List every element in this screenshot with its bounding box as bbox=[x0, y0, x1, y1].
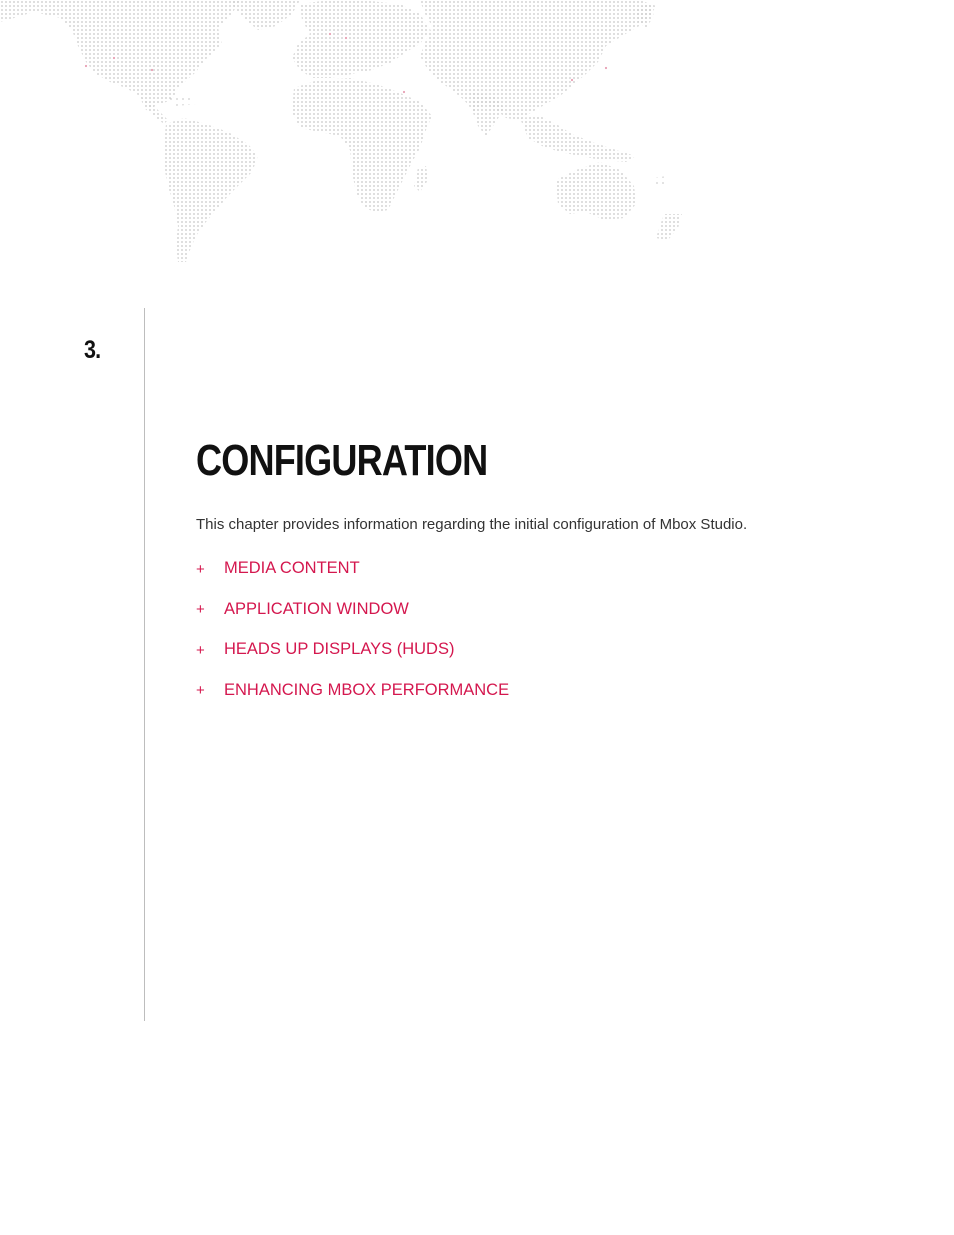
toc-item-heads-up-displays bbox=[196, 637, 509, 678]
map-madagascar bbox=[414, 166, 428, 192]
plus-bullet-icon: + bbox=[196, 601, 205, 619]
map-asia bbox=[420, 0, 656, 120]
map-africa bbox=[292, 78, 432, 212]
toc-item-application-window bbox=[196, 597, 509, 638]
toc-item-media-content bbox=[196, 556, 509, 597]
plus-bullet-icon: + bbox=[196, 641, 205, 659]
toc-link-heads-up-displays[interactable]: HEADS UP DISPLAYS (HUDS) bbox=[224, 640, 455, 658]
map-new-zealand bbox=[656, 214, 682, 240]
plus-bullet-icon: + bbox=[196, 682, 205, 700]
toc-item-enhancing-performance bbox=[196, 678, 509, 719]
toc-link-media-content[interactable]: MEDIA CONTENT bbox=[224, 559, 360, 577]
chapter-number: 3. bbox=[84, 336, 101, 364]
chapter-toc bbox=[196, 556, 509, 718]
plus-bullet-icon: + bbox=[196, 560, 205, 578]
map-europe bbox=[292, 0, 430, 78]
map-greenland bbox=[230, 0, 300, 30]
chapter-title: CONFIGURATION bbox=[196, 436, 488, 485]
chapter-divider-line bbox=[144, 308, 145, 1021]
map-southeast-asia bbox=[520, 116, 636, 162]
map-north-america bbox=[0, 0, 240, 108]
map-pacific-islands bbox=[652, 176, 668, 188]
map-australia bbox=[556, 162, 636, 220]
chapter-intro: This chapter provides information regarding the initial configuration of Mbox Studio. bbox=[196, 516, 748, 533]
toc-link-application-window[interactable]: APPLICATION WINDOW bbox=[224, 599, 409, 618]
map-caribbean bbox=[166, 94, 196, 106]
toc-link-enhancing-performance[interactable]: ENHANCING MBOX PERFORMANCE bbox=[224, 680, 510, 699]
world-map-graphic bbox=[0, 0, 700, 270]
map-south-america bbox=[164, 118, 258, 262]
